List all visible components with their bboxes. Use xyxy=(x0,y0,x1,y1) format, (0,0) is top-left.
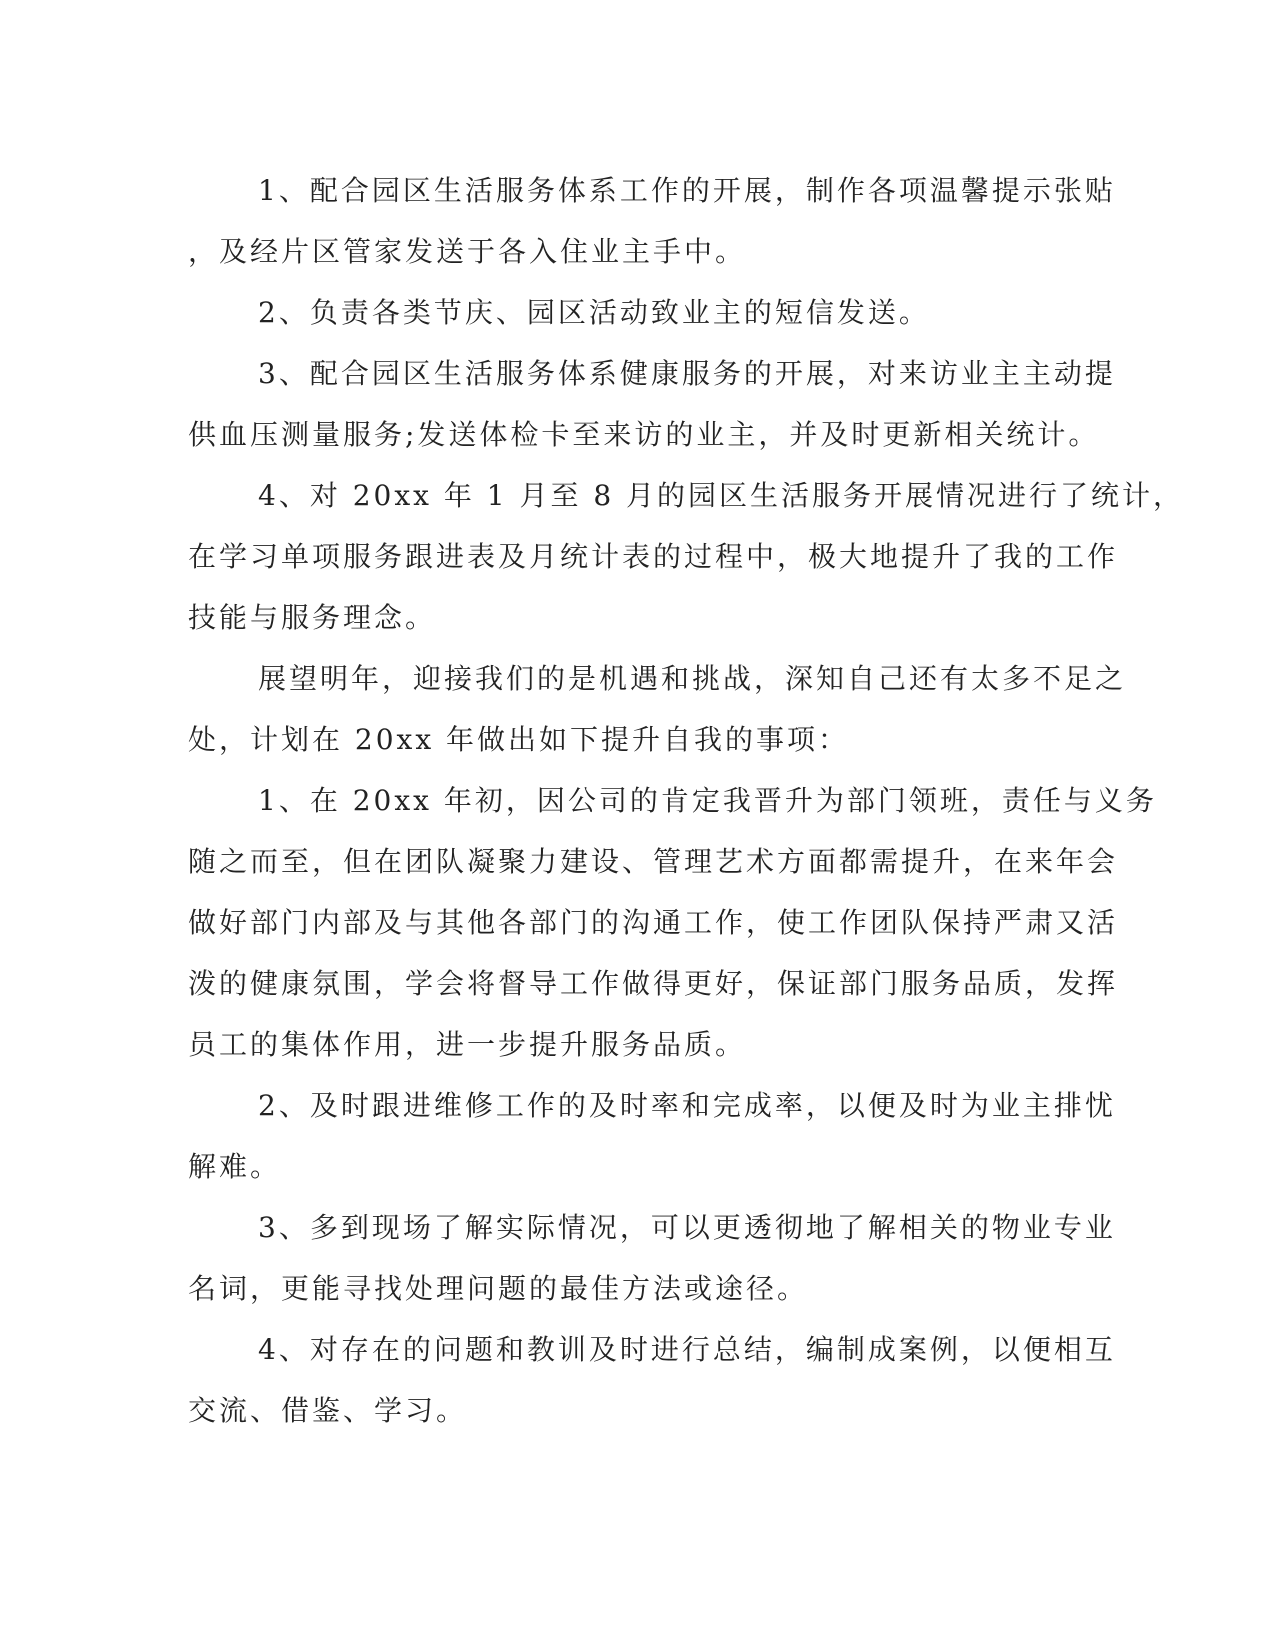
text-line: 解难。 xyxy=(188,1150,282,1183)
text-line: 供血压测量服务;发送体检卡至来访的业主，并及时更新相关统计。 xyxy=(188,418,1100,451)
text-line: 做好部门内部及与其他各部门的沟通工作，使工作团队保持严肃又活 xyxy=(188,906,1119,939)
paragraph-item-2-sms xyxy=(188,282,1088,343)
text-line: 泼的健康氛围，学会将督导工作做得更好，保证部门服务品质，发挥 xyxy=(188,967,1119,1000)
text-line: 交流、借鉴、学习。 xyxy=(188,1394,468,1427)
text-line: 处，计划在 20xx 年做出如下提升自我的事项： xyxy=(188,723,850,756)
paragraph-plan-4-summary xyxy=(188,1319,1116,1441)
text-line: 员工的集体作用，进一步提升服务品质。 xyxy=(188,1028,747,1061)
text-line: 4、对存在的问题和教训及时进行总结，编制成案例，以便相互 xyxy=(258,1333,1116,1366)
text-line: 3、多到现场了解实际情况，可以更透彻地了解相关的物业专业 xyxy=(258,1211,1116,1244)
text-line: 4、对 20xx 年 1 月至 8 月的园区生活服务开展情况进行了统计， xyxy=(258,479,1185,512)
text-line: 1、配合园区生活服务体系工作的开展，制作各项温馨提示张贴 xyxy=(258,174,1116,207)
text-line: 3、配合园区生活服务体系健康服务的开展，对来访业主主动提 xyxy=(258,357,1116,390)
paragraph-plan-1-team xyxy=(188,770,1157,1075)
paragraph-item-1-tips xyxy=(188,160,1116,282)
text-line: 2、及时跟进维修工作的及时率和完成率，以便及时为业主排忧 xyxy=(258,1089,1116,1122)
text-line: 随之而至，但在团队凝聚力建设、管理艺术方面都需提升，在来年会 xyxy=(188,845,1119,878)
text-line: 技能与服务理念。 xyxy=(188,601,437,634)
text-line: 1、在 20xx 年初，因公司的肯定我晋升为部门领班，责任与义务 xyxy=(258,784,1157,817)
paragraph-item-4-statistics xyxy=(188,465,1185,648)
paragraph-item-3-health xyxy=(188,343,1116,465)
text-line: ，及经片区管家发送于各入住业主手中。 xyxy=(188,235,747,268)
text-line: 展望明年，迎接我们的是机遇和挑战，深知自己还有太多不足之 xyxy=(258,662,1127,695)
text-line: 在学习单项服务跟进表及月统计表的过程中，极大地提升了我的工作 xyxy=(188,540,1119,573)
document-body xyxy=(188,160,1185,1441)
text-line: 名词，更能寻找处理问题的最佳方法或途径。 xyxy=(188,1272,809,1305)
paragraph-plan-3-onsite xyxy=(188,1197,1116,1319)
paragraph-plan-2-repair xyxy=(188,1075,1116,1197)
paragraph-outlook xyxy=(188,648,1127,770)
text-line: 2、负责各类节庆、园区活动致业主的短信发送。 xyxy=(258,296,930,329)
